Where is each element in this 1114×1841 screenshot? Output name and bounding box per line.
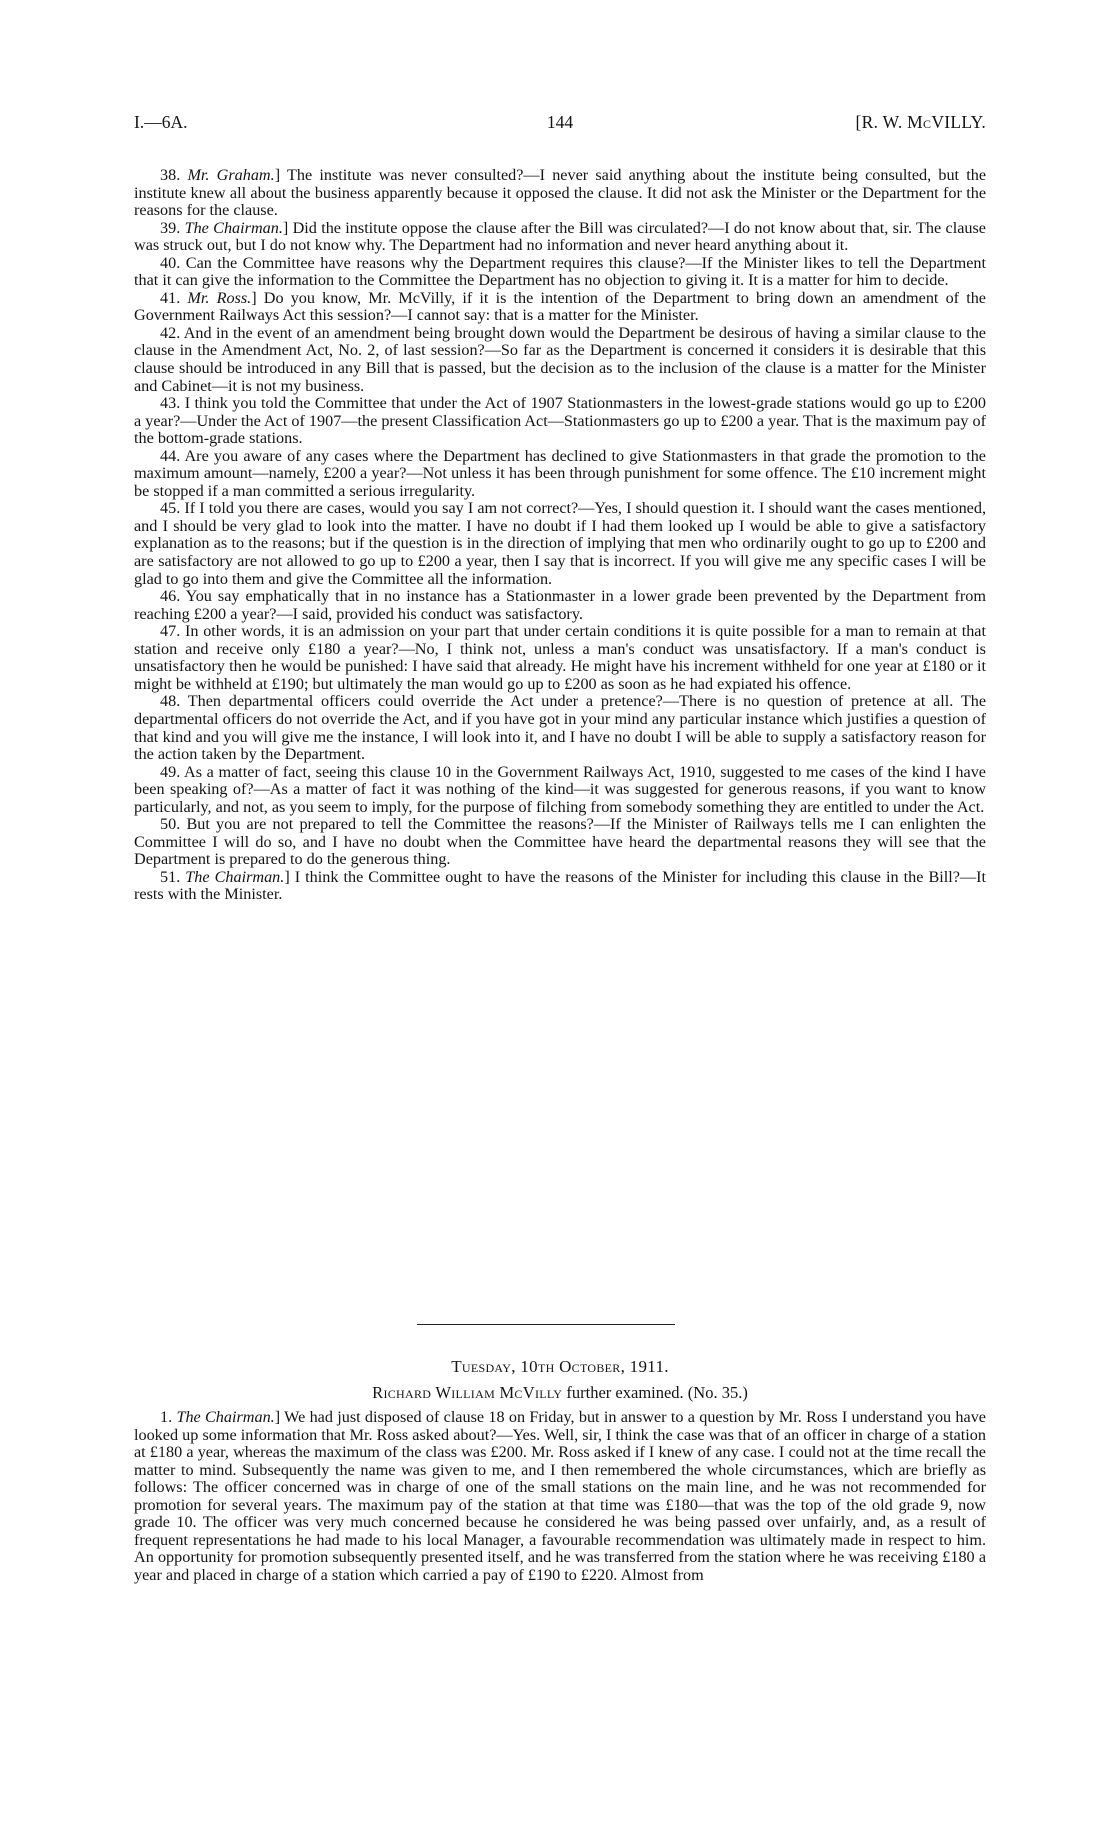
- evidence-paragraph: [134, 764, 986, 817]
- paragraph-text: ] The institute was never consulted?—I never said anything about the institute being consulted, but the institute knew all about the business apparently because it opposed the clause. It did not ask the Minister or the Department for the reasons for the clause.: [134, 166, 987, 220]
- section-divider: [417, 1324, 675, 1325]
- paragraph-text: ] Do you know, Mr. McVilly, if it is the intention of the Department to bring down an amendment of the Government Railways Act this session?—I cannot say: that is a matter for the Minister.: [134, 288, 986, 325]
- question-number: 39.: [160, 218, 185, 237]
- evidence-paragraph: [134, 623, 986, 693]
- evidence-section-2: [134, 1409, 986, 1584]
- evidence-paragraph: [134, 816, 986, 869]
- evidence-paragraph: [134, 255, 986, 290]
- paragraph-text: 48. Then departmental officers could override the Act under a pretence?—There is no question of pretence at all. The departmental officers do not override the Act, and if you have got in your mind any particular instance which justifies a question of that kind and you will give me the instance, I will look into it, and I have no doubt I will be able to supply a satisfactory reason for the action taken by the Department.: [134, 692, 986, 764]
- evidence-paragraph: [134, 448, 986, 501]
- paragraph-text: ] Did the institute oppose the clause after the Bill was circulated?—I do not know about that, sir. The clause was struck out, but I do not know why. The Department had no information and never heard anything about it.: [134, 218, 986, 255]
- header-reference: I.—6A.: [134, 112, 188, 132]
- question-number: 1.: [160, 1408, 177, 1426]
- date-heading: Tuesday, 10th October, 1911.: [451, 1357, 669, 1376]
- speaker-name: The Chairman.: [185, 867, 285, 886]
- witness-heading: [134, 1383, 986, 1403]
- question-number: 38.: [160, 166, 188, 184]
- evidence-paragraph: [134, 290, 986, 325]
- speaker-name: Mr. Graham.: [187, 166, 275, 184]
- question-number: 51.: [160, 867, 186, 886]
- speaker-name: The Chairman.: [176, 1408, 275, 1426]
- question-number: 41.: [160, 288, 188, 307]
- speaker-name: The Chairman.: [184, 218, 283, 237]
- evidence-paragraph: [134, 1409, 986, 1584]
- page-number: 144: [546, 112, 574, 132]
- paragraph-text: ] I think the Committee ought to have the reasons of the Minister for including this clause in the Bill?—It rests with the Minister.: [134, 867, 987, 904]
- evidence-paragraph: [134, 869, 986, 904]
- evidence-paragraph: [134, 588, 986, 623]
- paragraph-text: 40. Can the Committee have reasons why the Department requires this clause?—If the Minister likes to tell the Department that it can give the information to the Committee the Department has no objection to giving it. It is a matter for him to decide.: [134, 253, 986, 290]
- paragraph-text: 47. In other words, it is an admission on your part that under certain conditions it is quite possible for a man to remain at that station and receive only £180 a year?—No, I think not, unless a man's conduct was unsatisfactory. If a man's conduct is unsatisfactory then he would be punished: I have said that already. He might have his increment withheld for one year at £180 or it might be withheld at £190; but ultimately the man would go up to £200 as soon as he had expiated his offence.: [134, 622, 986, 693]
- evidence-paragraph: [134, 167, 986, 220]
- paragraph-text: ] We had just disposed of clause 18 on Friday, but in answer to a question by Mr. Ross I understand you have looked up some information that Mr. Ross asked about?—Yes. Well, sir, I think the case was that of an officer in charge of a station at £180 a year, whereas the maximum of the class was £200. Mr. Ross asked if I knew of any case. I could not at the time recall the matter to mind. Subsequently the name was given to me, and I then remembered the whole circumstances, which are briefly as follows: The officer concerned was in charge of one of the small stations on the main line, and he was not recommended for promotion for several years. The maximum pay of the station at that time was £180—that was the top of the old grade 9, now grade 10. The officer was very much concerned because he considered he was being passed over unfairly, and, as a result of frequent representations he had made to his local Manager, a favourable recommendation was ultimately made in respect to him. An opportunity for promotion subsequently presented itself, and he was transferred from the station where he was receiving £180 a year and placed in charge of a station which carried a pay of £190 to £220. Almost from: [134, 1408, 986, 1584]
- paragraph-text: 45. If I told you there are cases, would you say I am not correct?—Yes, I should question it. I should want the cases mentioned, and I should be very glad to look into the matter. I have no doubt if I had them looked up I would be able to give a satisfactory explanation as to the reasons; but if the question is in the direction of implying that men who ordinarily ought to go up to £200 and are satisfactory are not allowed to go up to £200 a year, then I say that is incorrect. If you will give me any specific cases I will be glad to go into them and give the Committee all the information.: [134, 499, 986, 588]
- paragraph-text: 49. As a matter of fact, seeing this clause 10 in the Government Railways Act, 1910, suggested to me cases of the kind I have been speaking of?—As a matter of fact it was nothing of the kind—it was suggested for generous reasons, if you want to know particularly, and not, as you seem to imply, for the purpose of filching from somebody something they are entitled to under the Act.: [134, 762, 986, 816]
- evidence-paragraph: [134, 693, 986, 763]
- paragraph-text: 50. But you are not prepared to tell the Committee the reasons?—If the Minister of Railways tells me I can enlighten the Committee I will do so, and I have no doubt when the Committee have heard the departmental reasons they will see that the Department is prepared to do the generous thing.: [134, 815, 986, 869]
- speaker-name: Mr. Ross.: [187, 288, 252, 307]
- witness-examined-note: further examined. (No. 35.): [562, 1383, 748, 1402]
- evidence-section-1: [134, 167, 986, 904]
- paragraph-text: 42. And in the event of an amendment being brought down would the Department be desirous of having a similar clause to the clause in the Amendment Act, No. 2, of last session?—So far as the Department is concerned it considers it is desirable that this clause should be introduced in any Bill that is passed, but the decision as to the inclusion of the clause is a matter for the Minister and Cabinet—it is not my business.: [134, 323, 986, 395]
- paragraph-text: 46. You say emphatically that in no instance has a Stationmaster in a lower grade been prevented by the Department from reaching £200 a year?—I said, provided his conduct was satisfactory.: [134, 587, 986, 623]
- header-witness: [R. W. McVILLY.: [855, 112, 986, 132]
- evidence-paragraph: [134, 325, 986, 395]
- witness-name: Richard William McVilly: [372, 1383, 563, 1402]
- paragraph-text: 44. Are you aware of any cases where the Department has declined to give Stationmasters in that grade the promotion to the maximum amount—namely, £200 a year?—Not unless it has been through punishment for some offence. The £10 increment might be stopped if a man committed a serious irregularity.: [134, 446, 986, 500]
- evidence-paragraph: [134, 500, 986, 588]
- evidence-paragraph: [134, 395, 986, 448]
- paragraph-text: 43. I think you told the Committee that under the Act of 1907 Stationmasters in the lowest-grade stations would go up to £200 a year?—Under the Act of 1907—the present Classification Act—Stationmasters go up to £200 a year. That is the maximum pay of the bottom-grade stations.: [134, 394, 986, 448]
- page-header: [134, 112, 986, 138]
- evidence-paragraph: [134, 220, 986, 255]
